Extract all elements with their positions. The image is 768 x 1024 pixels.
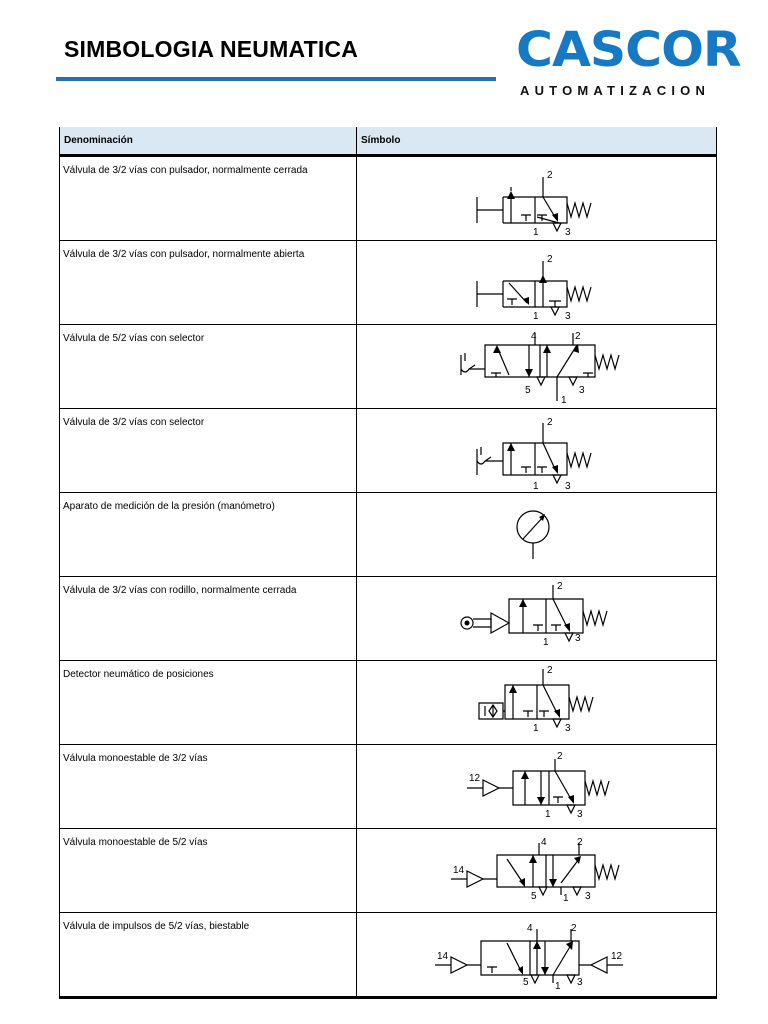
port-label: 3 (565, 227, 571, 238)
valve-3-2-pushbutton-nc-icon (357, 157, 712, 241)
row-name-cell (60, 156, 357, 241)
row-name-cell (60, 829, 357, 913)
port-label: 14 (453, 865, 465, 876)
row-name-cell (60, 409, 357, 493)
row-name: Válvula monoestable de 5/2 vías (63, 837, 208, 848)
table-header-row (60, 127, 717, 156)
port-label: 1 (533, 311, 539, 322)
row-name: Válvula de 3/2 vías con selector (63, 417, 205, 428)
table-row (60, 156, 717, 241)
port-label: 4 (531, 331, 537, 342)
port-label: 12 (469, 773, 481, 784)
column-header-symbol: Símbolo (357, 127, 717, 156)
port-label: 1 (563, 893, 569, 904)
row-symbol-cell (357, 241, 717, 325)
port-label: 2 (547, 665, 553, 676)
row-symbol-cell (357, 493, 717, 577)
row-name: Válvula de 3/2 vías con rodillo, normalmente cerrada (63, 585, 297, 596)
port-label: 3 (579, 385, 585, 396)
row-name-cell (60, 577, 357, 661)
valve-5-2-selector-icon (357, 325, 712, 409)
row-symbol-cell (357, 913, 717, 998)
port-label: 2 (557, 751, 563, 762)
port-label: 5 (525, 385, 531, 396)
row-symbol-cell (357, 577, 717, 661)
port-label: 12 (611, 951, 623, 962)
valve-3-2-selector-icon (357, 409, 712, 493)
row-symbol-cell (357, 745, 717, 829)
table-row (60, 577, 717, 661)
port-label: 14 (437, 951, 449, 962)
row-symbol-cell (357, 661, 717, 745)
row-name: Válvula de 5/2 vías con selector (63, 333, 205, 344)
port-label: 5 (523, 977, 529, 988)
port-label: 3 (565, 723, 571, 734)
port-label: 2 (571, 923, 577, 934)
table-row (60, 241, 717, 325)
valve-3-2-pushbutton-no-icon (357, 241, 712, 325)
row-symbol-cell (357, 325, 717, 409)
row-name-cell (60, 745, 357, 829)
row-name-cell (60, 493, 357, 577)
page-title: SIMBOLOGIA NEUMATICA (64, 36, 359, 62)
port-label: 5 (531, 891, 537, 902)
table-row (60, 325, 717, 409)
row-symbol-cell (357, 156, 717, 241)
port-label: 3 (565, 311, 571, 322)
port-label: 2 (547, 254, 553, 265)
pressure-gauge-icon (357, 493, 712, 577)
port-label: 3 (575, 633, 581, 644)
logo-subtitle: AUTOMATIZACION (520, 83, 711, 98)
row-symbol-cell (357, 829, 717, 913)
port-label: 1 (545, 809, 551, 820)
port-label: 1 (543, 637, 549, 648)
port-label: 2 (557, 581, 563, 592)
row-name: Válvula de 3/2 vías con pulsador, normalmente abierta (63, 249, 305, 260)
table-row (60, 745, 717, 829)
company-logo (514, 22, 741, 100)
port-label: 1 (533, 723, 539, 734)
port-label: 1 (555, 981, 561, 992)
row-name: Válvula de impulsos de 5/2 vías, biestable (63, 921, 250, 932)
row-name: Detector neumático de posiciones (63, 669, 214, 680)
row-name-cell (60, 325, 357, 409)
valve-5-2-bistable-icon (357, 913, 712, 997)
table-row (60, 829, 717, 913)
table-row (60, 409, 717, 493)
port-label: 4 (541, 837, 547, 848)
port-label: 2 (547, 417, 553, 428)
logo-wordmark: CASCOR (516, 22, 741, 78)
symbol-table (59, 127, 717, 999)
port-label: 3 (565, 481, 571, 492)
column-header-name: Denominación (60, 127, 357, 156)
table-row (60, 913, 717, 998)
port-label: 3 (577, 809, 583, 820)
valve-3-2-monostable-icon (357, 745, 712, 829)
port-label: 4 (527, 923, 533, 934)
valve-3-2-roller-nc-icon (357, 577, 712, 661)
port-label: 1 (533, 481, 539, 492)
port-label: 3 (585, 891, 591, 902)
row-name-cell (60, 661, 357, 745)
port-label: 3 (577, 977, 583, 988)
port-label: 1 (561, 395, 567, 406)
row-name: Válvula de 3/2 vías con pulsador, normalmente cerrada (63, 165, 308, 176)
port-label: 2 (575, 331, 581, 342)
row-name-cell (60, 241, 357, 325)
row-name: Válvula monoestable de 3/2 vías (63, 753, 208, 764)
row-name: Aparato de medición de la presión (manómetro) (63, 501, 275, 512)
port-label: 2 (577, 837, 583, 848)
port-label: 2 (547, 170, 553, 181)
position-detector-icon (357, 661, 712, 745)
valve-5-2-monostable-icon (357, 829, 712, 913)
row-symbol-cell (357, 409, 717, 493)
title-underline (56, 77, 496, 81)
row-name-cell (60, 913, 357, 998)
port-label: 1 (533, 227, 539, 238)
table-row (60, 661, 717, 745)
table-row (60, 493, 717, 577)
